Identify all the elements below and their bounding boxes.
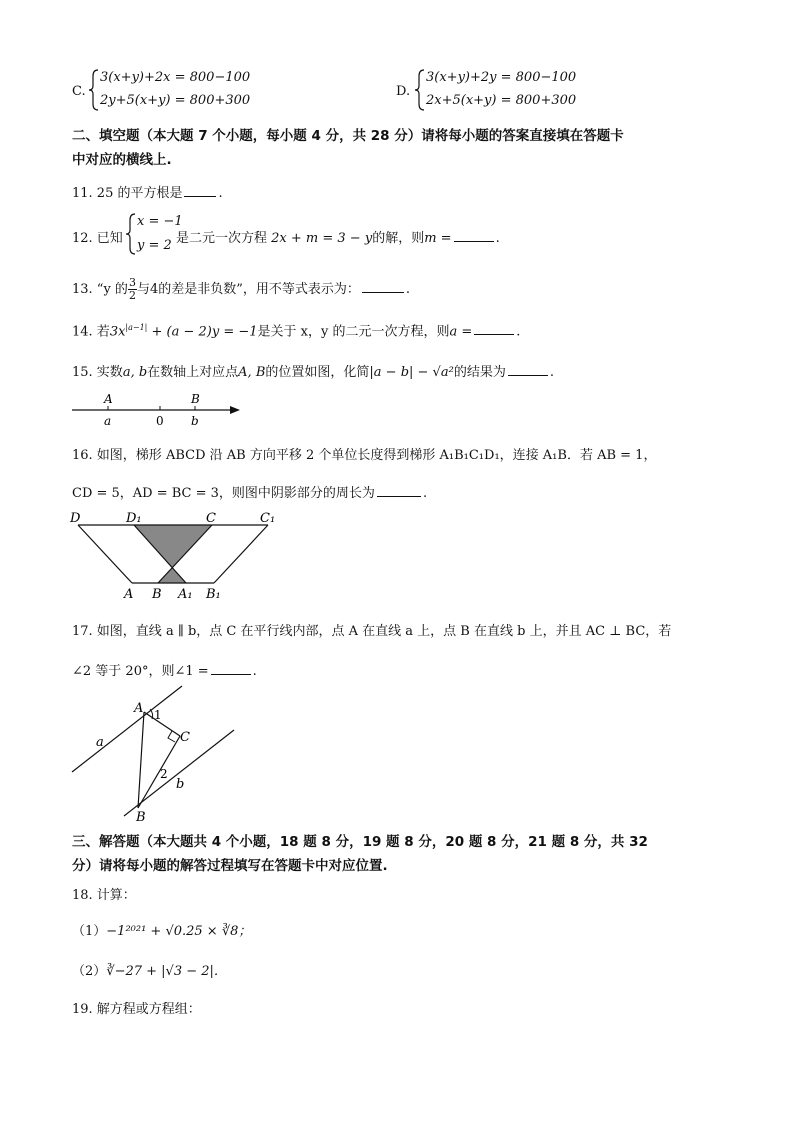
parallel-label-a: a — [96, 735, 104, 750]
option-c-brace — [88, 68, 100, 112]
q13-answer-blank[interactable] — [362, 278, 404, 293]
parallel-label-2: 2 — [160, 767, 168, 781]
parallel-label-b: b — [176, 777, 185, 792]
option-d-eq2: 2x+5(x+y) = 800+300 — [426, 93, 577, 108]
q18-p2-expr: ∛−27 + |√3 − 2|． — [106, 964, 227, 979]
q18-part1 — [72, 922, 251, 942]
q19-title: 19. 解方程或方程组： — [72, 1002, 201, 1017]
q18-p1-expr: −1²⁰²¹ + √0.25 × ∛8； — [106, 924, 252, 939]
trapezoid-label-B1: B₁ — [206, 587, 221, 602]
q13-frac-num: 3 — [128, 276, 136, 289]
q15-end: . — [549, 365, 554, 380]
q17-end: . — [252, 664, 257, 679]
option-d-brace — [414, 68, 426, 112]
numberline-label-b: b — [191, 414, 199, 428]
trapezoid-figure — [66, 506, 286, 604]
q12-eq1: x = −1 — [137, 214, 183, 229]
q15-mid2: 的位置如图，化简 — [265, 365, 370, 380]
trapezoid-label-C1: C₁ — [260, 511, 276, 526]
numberline-label-0: 0 — [156, 414, 164, 428]
numberline-label-B: B — [191, 392, 200, 406]
section2-heading-line1: 二、填空题（本大题 7 个小题，每小题 4 分，共 28 分）请将每小题的答案直接填在答题卡 — [72, 128, 624, 144]
trapezoid-label-B: B — [152, 587, 162, 602]
q18-p2-label: （2） — [72, 964, 107, 979]
question-17-line2 — [72, 660, 257, 682]
question-16-line2 — [72, 482, 427, 504]
numberline-label-a: a — [104, 414, 112, 428]
question-15 — [72, 361, 554, 383]
option-d-label: D. — [396, 84, 411, 99]
q15-expr: |a − b| − √a² — [369, 365, 454, 380]
q11-text: 11. 25 的平方根是 — [72, 186, 183, 201]
q12-brace — [125, 212, 137, 256]
question-14 — [72, 318, 520, 342]
q14-expr2: + (a − 2)y = −1 — [147, 324, 258, 340]
trapezoid-label-D1: D₁ — [126, 511, 142, 526]
parallel-label-C: C — [180, 730, 190, 745]
q14-var: a = — [449, 324, 473, 340]
q15-points: A, B — [238, 365, 266, 380]
q12-mid: 是二元一次方程 — [176, 231, 268, 246]
q16-end: . — [422, 486, 428, 501]
q18-part2 — [72, 962, 227, 982]
q15-answer-blank[interactable] — [508, 361, 548, 376]
q17-answer-blank[interactable] — [211, 660, 251, 675]
parallel-lines-figure — [68, 684, 248, 824]
q14-expr: 3x — [109, 324, 126, 340]
q12-rest — [176, 227, 500, 246]
q14-end: . — [516, 324, 521, 340]
q13-end: . — [405, 282, 410, 297]
q12-prefix: 12. 已知 — [72, 231, 123, 246]
q11-answer-blank[interactable] — [184, 182, 216, 197]
q12-answer-blank[interactable] — [454, 227, 494, 242]
option-c-eq1: 3(x+y)+2x = 800−100 — [100, 70, 251, 85]
section3-heading-line2: 分）请将每小题的解答过程填写在答题卡中对应位置. — [72, 858, 388, 874]
q14-prefix: 14. 若 — [72, 324, 110, 340]
parallel-label-B: B — [136, 810, 146, 824]
q17-line2-prefix: ∠2 等于 20°，则∠1 = — [72, 664, 209, 679]
trapezoid-label-A: A — [124, 587, 134, 602]
number-line-figure — [68, 390, 248, 432]
option-c-label: C. — [72, 84, 86, 99]
trapezoid-label-D: D — [70, 511, 81, 526]
q14-suffix: 是关于 x，y 的二元一次方程，则 — [257, 324, 450, 340]
q15-suffix: 的结果为 — [453, 365, 506, 380]
q11-end: . — [218, 186, 223, 201]
question-13 — [72, 277, 410, 302]
q18-title: 18. 计算： — [72, 888, 136, 903]
q14-answer-blank[interactable] — [474, 320, 514, 335]
q12-equation: 2x + m = 3 − y — [271, 231, 373, 246]
q12-eq2: y = 2 — [137, 238, 172, 253]
section2-heading-line2: 中对应的横线上. — [72, 152, 172, 168]
q13-suffix: 与4的差是非负数”，用不等式表示为： — [136, 282, 360, 297]
q13-prefix: 13. “y 的 — [72, 282, 128, 297]
trapezoid-label-C: C — [206, 511, 216, 526]
q13-fraction — [128, 277, 137, 302]
q16-line2-prefix: CD = 5，AD = BC = 3，则图中阴影部分的周长为 — [72, 486, 375, 501]
q15-vars: a, b — [122, 365, 148, 380]
q17-line1: 17. 如图，直线 a ∥ b，点 C 在平行线内部，点 A 在直线 a 上，点 B 在直线 b 上，并且 AC ⊥ BC，若 — [72, 624, 672, 639]
numberline-label-A: A — [104, 392, 113, 406]
question-11 — [72, 182, 223, 204]
q16-answer-blank[interactable] — [377, 482, 421, 497]
q18-p1-label: （1） — [72, 924, 107, 939]
section3-heading-line1: 三、解答题（本大题共 4 个小题，18 题 8 分，19 题 8 分，20 题 8 分，21 题 8 分，共 32 — [72, 834, 648, 850]
q12-var: m = — [424, 231, 452, 246]
parallel-label-1: 1 — [154, 708, 162, 722]
parallel-label-A: A — [134, 701, 144, 716]
q14-exponent: |a−1| — [125, 323, 148, 332]
q15-prefix: 15. 实数 — [72, 365, 123, 380]
q12-suffix: 的解，则 — [372, 231, 425, 246]
option-d-eq1: 3(x+y)+2y = 800−100 — [426, 70, 577, 85]
option-c-eq2: 2y+5(x+y) = 800+300 — [100, 93, 251, 108]
q13-frac-den: 2 — [128, 289, 136, 302]
q16-line1: 16. 如图，梯形 ABCD 沿 AB 方向平移 2 个单位长度得到梯形 A₁B₁C₁D₁，连接 A₁B．若 AB = 1， — [72, 448, 657, 463]
trapezoid-label-A1: A₁ — [178, 587, 193, 602]
q15-mid: 在数轴上对应点 — [147, 365, 239, 380]
q12-end: . — [495, 231, 500, 246]
